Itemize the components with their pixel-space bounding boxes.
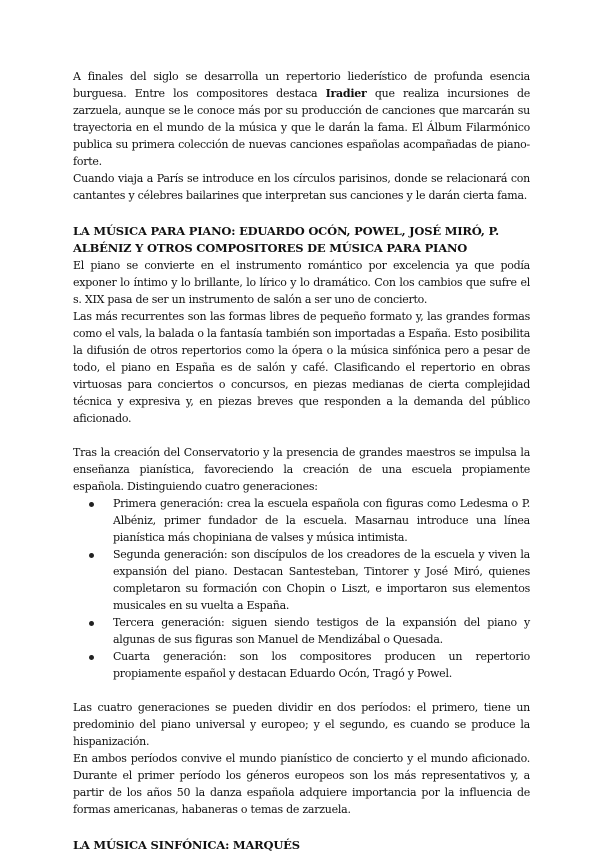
intro-paragraph-2: Cuando viaja a París se introduce en los círculos parisinos, donde se relacionará con cantantes y célebres bailarines que interpretan sus canciones y le darán cierta fama. <box>73 172 530 202</box>
list-item: Tercera generación: siguen siendo testigos de la expansión del piano y algunas de sus figuras son Manuel de Mendizábal o Quesada. <box>113 614 530 648</box>
section-heading-symphonic: LA MÚSICA SINFÓNICA: MARQUÉS <box>73 838 300 852</box>
piano-paragraph-5: En ambos períodos convive el mundo pianístico de concierto y el mundo aficionado. Durante el primer período los géneros europeos son los más representativos y, a partir de los años 50 la danza española adquiere importancia por la influencia de formas americanas, habaneras o temas de zarzuela. <box>73 752 530 816</box>
list-item: Segunda generación: son discípulos de los creadores de la escuela y viven la expansión del piano. Destacan Santesteban, Tintorer y José Miró, quienes completaron su formación con Chopin o Liszt, e importaron sus elementos musicales en su vuelta a España. <box>113 546 530 614</box>
intro-paragraph-1: A finales del siglo se desarrolla un repertorio liederístico de profunda esencia burguesa. Entre los compositores destaca Iradier que realiza incursiones de zarzuela, aunque se le conoce más por su producción de canciones que marcarán su trayectoria en el mundo de la música y que le darán la fama. El Álbum Filarmónico publica su primera colección de nuevas canciones españolas acompañadas de piano-forte. <box>73 70 530 168</box>
piano-paragraph-3: Tras la creación del Conservatorio y la presencia de grandes maestros se impulsa la enseñanza pianística, favoreciendo la creación de una escuela propiamente española. Distinguiendo cuatro generaciones: <box>73 446 530 493</box>
list-item: Cuarta generación: son los compositores producen un repertorio propiamente español y destacan Eduardo Ocón, Tragó y Powel. <box>113 648 530 682</box>
piano-paragraph-2: Las más recurrentes son las formas libres de pequeño formato y, las grandes formas como el vals, la balada o la fantasía también son importadas a España. Esto posibilita la difusión de otros repertorios como la ópera o la música sinfónica pero a pesar de todo, el piano en España es de salón y café. Clasificando el repertorio en obras virtuosas para conciertos o concursos, en piezas medianas de cierta complejidad técnica y expresiva y, en piezas breves que responden a la demanda del público aficionado. <box>73 310 530 425</box>
document-page <box>73 68 530 854</box>
composer-name-iradier: Iradier <box>325 87 367 100</box>
section-heading-piano: LA MÚSICA PARA PIANO: EDUARDO OCÓN, POWEL, JOSÉ MIRÓ, P. ALBÉNIZ Y OTROS COMPOSITORES DE MÚSICA PARA PIANO <box>73 224 499 255</box>
list-item: Primera generación: crea la escuela española con figuras como Ledesma o P. Albéniz, primer fundador de la escuela. Masarnau introduce una línea pianística más chopiniana de valses y música intimista. <box>113 495 530 546</box>
piano-paragraph-4: Las cuatro generaciones se pueden dividir en dos períodos: el primero, tiene un predominio del piano universal y europeo; y el segundo, es cuando se produce la hispanización. <box>73 701 530 748</box>
bullet-icon <box>89 553 94 558</box>
generations-list <box>73 495 530 682</box>
bullet-icon <box>89 655 94 660</box>
piano-paragraph-1: El piano se convierte en el instrumento romántico por excelencia ya que podía exponer lo íntimo y lo brillante, lo lírico y lo dramático. Con los cambios que sufre el s. XIX pasa de ser un instrumento de salón a ser uno de concierto. <box>73 259 530 306</box>
bullet-icon <box>89 621 94 626</box>
bullet-icon <box>89 502 94 507</box>
